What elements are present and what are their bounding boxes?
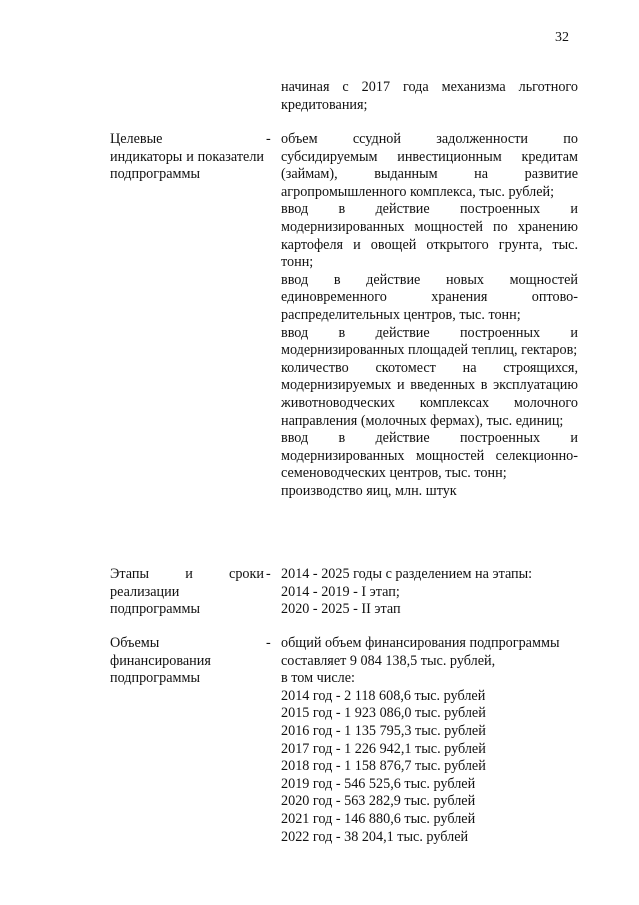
- stages-label-line: подпрограммы: [110, 601, 200, 618]
- indicator-item: ввод в действие построенных и модернизированных мощностей селекционно-семеноводческих центров, тыс. тонн;: [281, 430, 578, 482]
- stages-label-line: Этапы и сроки: [110, 566, 264, 582]
- funding-label-line: подпрограммы: [110, 670, 200, 687]
- page-number: 32: [555, 30, 569, 45]
- indicators-label-line: подпрограммы: [110, 166, 200, 183]
- funding-label-line: финансирования: [110, 652, 211, 669]
- stage-line: 2020 - 2025 - II этап: [281, 601, 401, 618]
- indicators-list: [281, 131, 578, 500]
- funding-line: 2020 год - 563 282,9 тыс. рублей: [281, 793, 476, 810]
- stages-list: [281, 566, 578, 619]
- funding-line: в том числе:: [281, 670, 355, 687]
- continuation-paragraph: начиная с 2017 года механизма льготного кредитования;: [281, 79, 578, 113]
- funding-line: 2022 год - 38 204,1 тыс. рублей: [281, 828, 469, 845]
- funding-label-line: Объемы: [110, 635, 160, 651]
- funding-line: 2019 год - 546 525,6 тыс. рублей: [281, 775, 476, 792]
- indicator-item: ввод в действие построенных и модернизированных мощностей по хранению картофеля и овощей открытого грунта, тыс. тонн;: [281, 201, 578, 271]
- indicator-item: количество скотомест на строящихся, модернизируемых и введенных в эксплуатацию животноводческих комплексах молочного направления (молочных фермах), тыс. единиц;: [281, 359, 578, 429]
- funding-line: 2017 год - 1 226 942,1 тыс. рублей: [281, 740, 486, 757]
- stage-line: 2014 - 2019 - I этап;: [281, 583, 400, 600]
- indicators-label-line: Целевые: [110, 131, 163, 147]
- funding-line: 2014 год - 2 118 608,6 тыс. рублей: [281, 687, 486, 704]
- stage-line: 2014 - 2025 годы с разделением на этапы:: [281, 566, 533, 582]
- indicator-item: ввод в действие новых мощностей единовременного хранения оптово-распределительных центров, тыс. тонн;: [281, 271, 578, 323]
- stages-label: [110, 566, 264, 619]
- indicator-item: ввод в действие построенных и модернизированных площадей теплиц, гектаров;: [281, 324, 578, 359]
- funding-dash: -: [266, 635, 271, 651]
- funding-line: 2021 год - 146 880,6 тыс. рублей: [281, 810, 476, 827]
- indicator-item: объем ссудной задолженности по субсидируемым инвестиционным кредитам (займам), выданным на развитие агропромышленного комплекса, тыс. рублей;: [281, 131, 578, 200]
- indicators-label: [110, 131, 264, 184]
- funding-line: 2018 год - 1 158 876,7 тыс. рублей: [281, 758, 486, 775]
- funding-line: 2015 год - 1 923 086,0 тыс. рублей: [281, 705, 486, 722]
- continuation-text: [281, 79, 578, 114]
- funding-list: [281, 635, 578, 846]
- funding-intro: общий объем финансирования подпрограммы составляет 9 084 138,5 тыс. рублей,: [281, 635, 560, 669]
- indicators-label-line: индикаторы и показатели: [110, 148, 264, 165]
- stages-label-line: реализации: [110, 583, 180, 600]
- stages-dash: -: [266, 566, 271, 582]
- indicator-item: производство яиц, млн. штук: [281, 482, 457, 499]
- funding-label: [110, 635, 264, 688]
- funding-line: 2016 год - 1 135 795,3 тыс. рублей: [281, 722, 486, 739]
- indicators-dash: -: [266, 131, 271, 147]
